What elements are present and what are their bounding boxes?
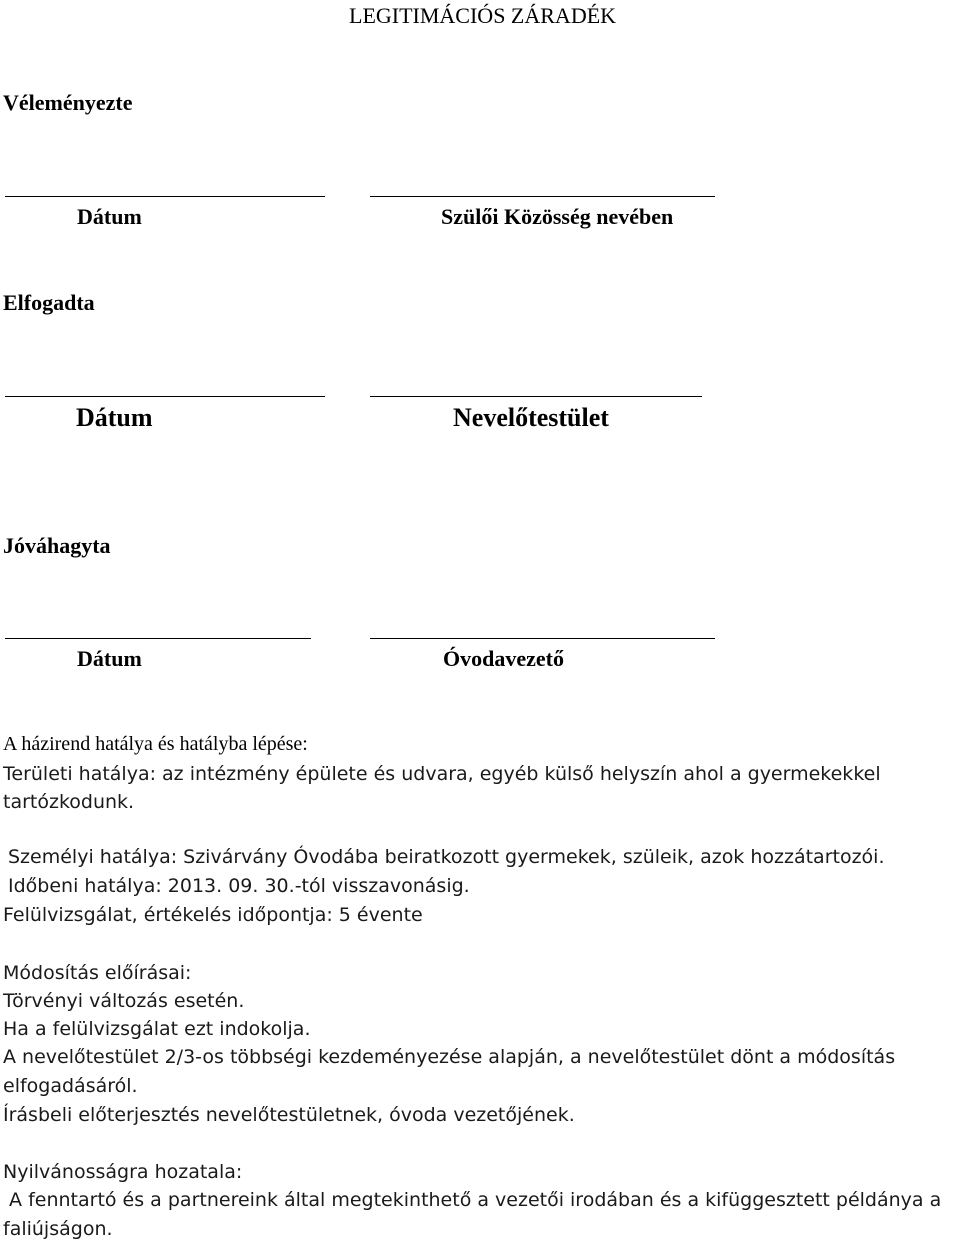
modification-heading: Módosítás előírásai: — [3, 962, 192, 984]
approved-signature-line — [370, 638, 715, 639]
scope-territorial-line1: Területi hatálya: az intézmény épülete és udvara, egyéb külső helyszín ahol a gyermekekkel — [3, 763, 881, 785]
modification-item-3-line2: elfogadásáról. — [3, 1075, 138, 1097]
publicity-line1: A fenntartó és a partnereink által megtekinthető a vezetői irodában és a kifüggesztett példánya a — [3, 1189, 942, 1211]
modification-item-2: Ha a felülvizsgálat ezt indokolja. — [3, 1018, 311, 1040]
publicity-line2: faliújságon. — [3, 1218, 113, 1240]
modification-item-3-line1: A nevelőtestület 2/3-os többségi kezdeményezése alapján, a nevelőtestület dönt a módosítás — [3, 1046, 896, 1068]
scope-personal: Személyi hatálya: Szivárvány Óvodába beiratkozott gyermekek, szüleik, azok hozzátartozói. — [8, 846, 885, 868]
reviewed-date-label: Dátum — [77, 204, 142, 229]
approved-date-line — [5, 638, 311, 639]
approved-heading: Jóváhagyta — [3, 533, 111, 558]
document-title: LEGITIMÁCIÓS ZÁRADÉK — [349, 3, 617, 28]
accepted-date-label: Dátum — [76, 403, 153, 432]
modification-item-1: Törvényi változás esetén. — [3, 990, 245, 1012]
approved-date-label: Dátum — [77, 646, 142, 671]
reviewed-date-line — [5, 196, 325, 197]
scope-temporal: Időbeni hatálya: 2013. 09. 30.-tól visszavonásig. — [8, 875, 470, 897]
modification-item-4: Írásbeli előterjesztés nevelőtestületnek, óvoda vezetőjének. — [3, 1104, 575, 1126]
reviewed-signer-label: Szülői Közösség nevében — [441, 204, 674, 229]
accepted-heading: Elfogadta — [3, 290, 95, 315]
accepted-signer-label: Nevelőtestület — [453, 403, 609, 432]
approved-signer-label: Óvodavezető — [443, 646, 564, 671]
scope-review: Felülvizsgálat, értékelés időpontja: 5 évente — [3, 904, 423, 926]
accepted-signature-line — [370, 396, 702, 397]
publicity-heading: Nyilvánosságra hozatala: — [3, 1161, 243, 1183]
reviewed-signature-line — [370, 196, 715, 197]
scope-territorial-line2: tartózkodunk. — [3, 791, 135, 813]
scope-heading: A házirend hatálya és hatályba lépése: — [3, 733, 308, 755]
reviewed-heading: Véleményezte — [3, 90, 133, 115]
accepted-date-line — [5, 396, 325, 397]
